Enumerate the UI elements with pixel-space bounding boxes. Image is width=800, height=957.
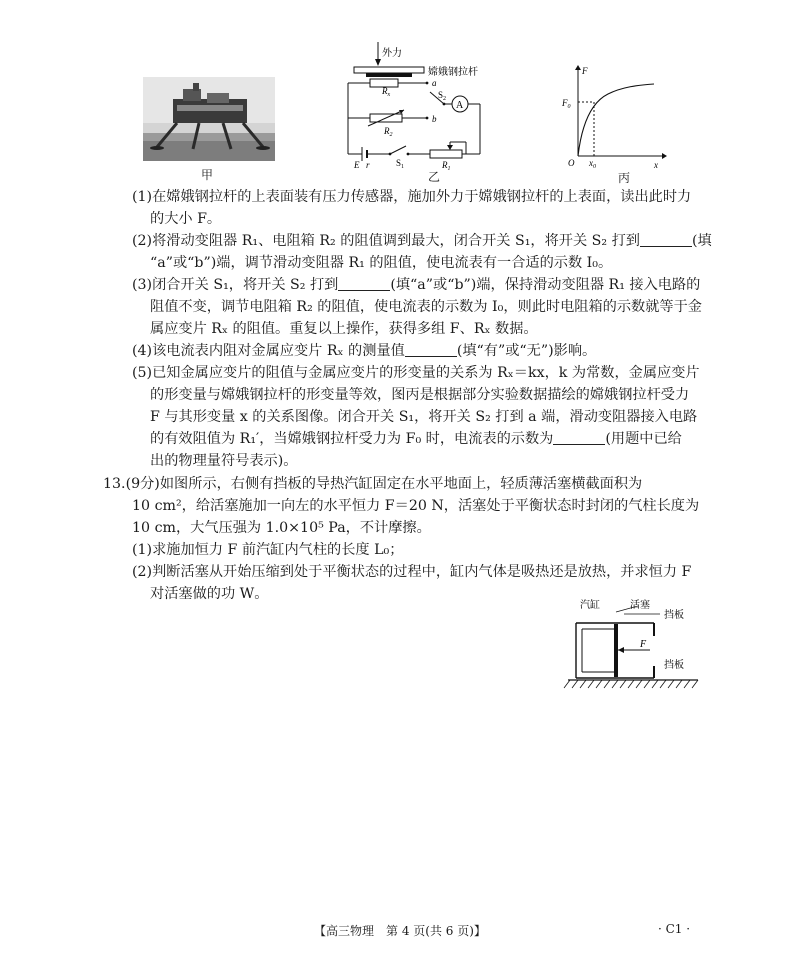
lander-photo	[143, 77, 275, 161]
label-ammeter: A	[456, 100, 464, 111]
q12-p4-text-b: (填“有”或“无”)影响。	[456, 343, 597, 359]
label-e: E	[354, 160, 360, 170]
q13-line1: 13.(9分)如图所示，右侧有挡板的导热汽缸固定在水平地面上，轻质薄活塞横截面积为	[103, 476, 643, 492]
q12-p5-line1: (5)已知金属应变片的阻值与金属应变片的形变量的关系为 Rₓ＝kx，k 为常数，金属应变片	[132, 365, 700, 381]
answer-blank-2	[338, 276, 390, 291]
axis-label-x: x	[654, 160, 658, 170]
q12-p2-text-a: (2)将滑动变阻器 R₁、电阻箱 R₂ 的阻值调到最大，闭合开关 S₁，将开关 S₂ 打到	[132, 233, 640, 249]
label-f0: $F_0$	[562, 98, 571, 110]
q12-p2-line1	[132, 230, 712, 252]
q12-p2-line2: “a”或“b”)端，调节滑动变阻器 R₁ 的阻值，使电流表有一合适的示数 I₀。	[150, 255, 613, 271]
label-external-force: 外力	[382, 48, 402, 59]
label-cylinder: 汽缸	[580, 600, 600, 611]
q12-p5-line4	[132, 428, 692, 450]
origin-label: O	[568, 158, 575, 168]
q12-p3-line3: 属应变片 Rₓ 的阻值。重复以上操作，获得多组 F、Rₓ 数据。	[150, 321, 538, 337]
q12-p5-line5: 出的物理量符号表示)。	[150, 453, 298, 469]
label-x0: $x_0$	[589, 158, 596, 170]
q12-p3-line1	[132, 274, 701, 296]
cylinder-diagram	[560, 596, 700, 692]
q12-p2-text-b: (填	[691, 233, 712, 249]
q12-p1-line2: 的大小 F。	[150, 211, 222, 227]
force-displacement-graph	[558, 62, 668, 172]
page-footer: 【高三物理 第 4 页(共 6 页)】	[314, 924, 486, 938]
label-rx: $R_x$	[382, 86, 391, 98]
q13-line6: 对活塞做的功 W。	[150, 586, 269, 602]
q12-p5-line2: 的形变量与嫦娥钢拉杆的形变量等效，图丙是根据部分实验数据描绘的嫦娥钢拉杆受力	[150, 387, 690, 403]
q12-p5-text-a: 的有效阻值为 R₁′，当嫦娥钢拉杆受力为 F₀ 时，电流表的示数为	[150, 431, 554, 447]
q13-line5: (2)判断活塞从开始压缩到处于平衡状态的过程中，缸内气体是吸热还是放热，并求恒力 F	[132, 564, 692, 580]
q12-p3-line2: 阻值不变，调节电阻箱 R₂ 的阻值，使电流表的示数为 I₀，则此时电阻箱的示数就等于金	[150, 299, 702, 315]
label-s2: $S_2$	[438, 90, 447, 102]
caption-jia: 甲	[201, 168, 214, 182]
q12-p3-text-b: (填“a”或“b”)端，保持滑动变阻器 R₁ 接入电路的	[390, 277, 701, 293]
label-a: a	[432, 78, 437, 88]
label-r: r	[366, 160, 370, 170]
q12-p5-line3: F 与其形变量 x 的关系图像。闭合开关 S₁，将开关 S₂ 打到 a 端，滑动变阻器接入电路	[150, 409, 698, 425]
caption-yi: 乙	[428, 170, 441, 184]
label-baffle-bottom: 挡板	[664, 660, 684, 671]
axis-label-f: F	[582, 66, 588, 76]
answer-blank-3	[405, 342, 457, 357]
answer-blank-4	[553, 430, 605, 445]
label-s1: $S_1$	[396, 158, 405, 170]
label-r2: $R_2$	[384, 126, 393, 138]
q13-line4: (1)求施加恒力 F 前汽缸内气柱的长度 L₀；	[132, 542, 404, 558]
q13-line3: 10 cm，大气压强为 1.0×10⁵ Pa，不计摩擦。	[132, 520, 431, 536]
paper-code: · C1 ·	[658, 922, 691, 936]
q13-body	[103, 473, 703, 605]
label-force-f: F	[640, 639, 647, 650]
q12-p4-text-a: (4)该电流表内阻对金属应变片 Rₓ 的测量值	[132, 343, 405, 359]
caption-bing: 丙	[618, 171, 631, 185]
q12-p3-text-a: (3)闭合开关 S₁，将开关 S₂ 打到	[132, 277, 339, 293]
q12-body	[132, 186, 712, 472]
q12-p4-line1	[132, 340, 692, 362]
q12-p1-line1: (1)在嫦娥钢拉杆的上表面装有压力传感器，施加外力于嫦娥钢拉杆的上表面，读出此时力	[132, 189, 692, 205]
answer-blank-1	[640, 232, 692, 247]
label-r1: $R_1$	[442, 160, 451, 170]
label-baffle-top: 挡板	[664, 610, 684, 621]
circuit-diagram	[340, 42, 520, 170]
label-b: b	[432, 114, 437, 124]
q12-p5-text-b: (用题中已给	[605, 431, 682, 447]
q13-line2: 10 cm²，给活塞施加一向左的水平恒力 F＝20 N，活塞处于平衡状态时封闭的气柱长度为	[132, 498, 700, 514]
label-steel-rod: 嫦娥钢拉杆	[428, 67, 478, 78]
label-piston: 活塞	[630, 600, 650, 611]
